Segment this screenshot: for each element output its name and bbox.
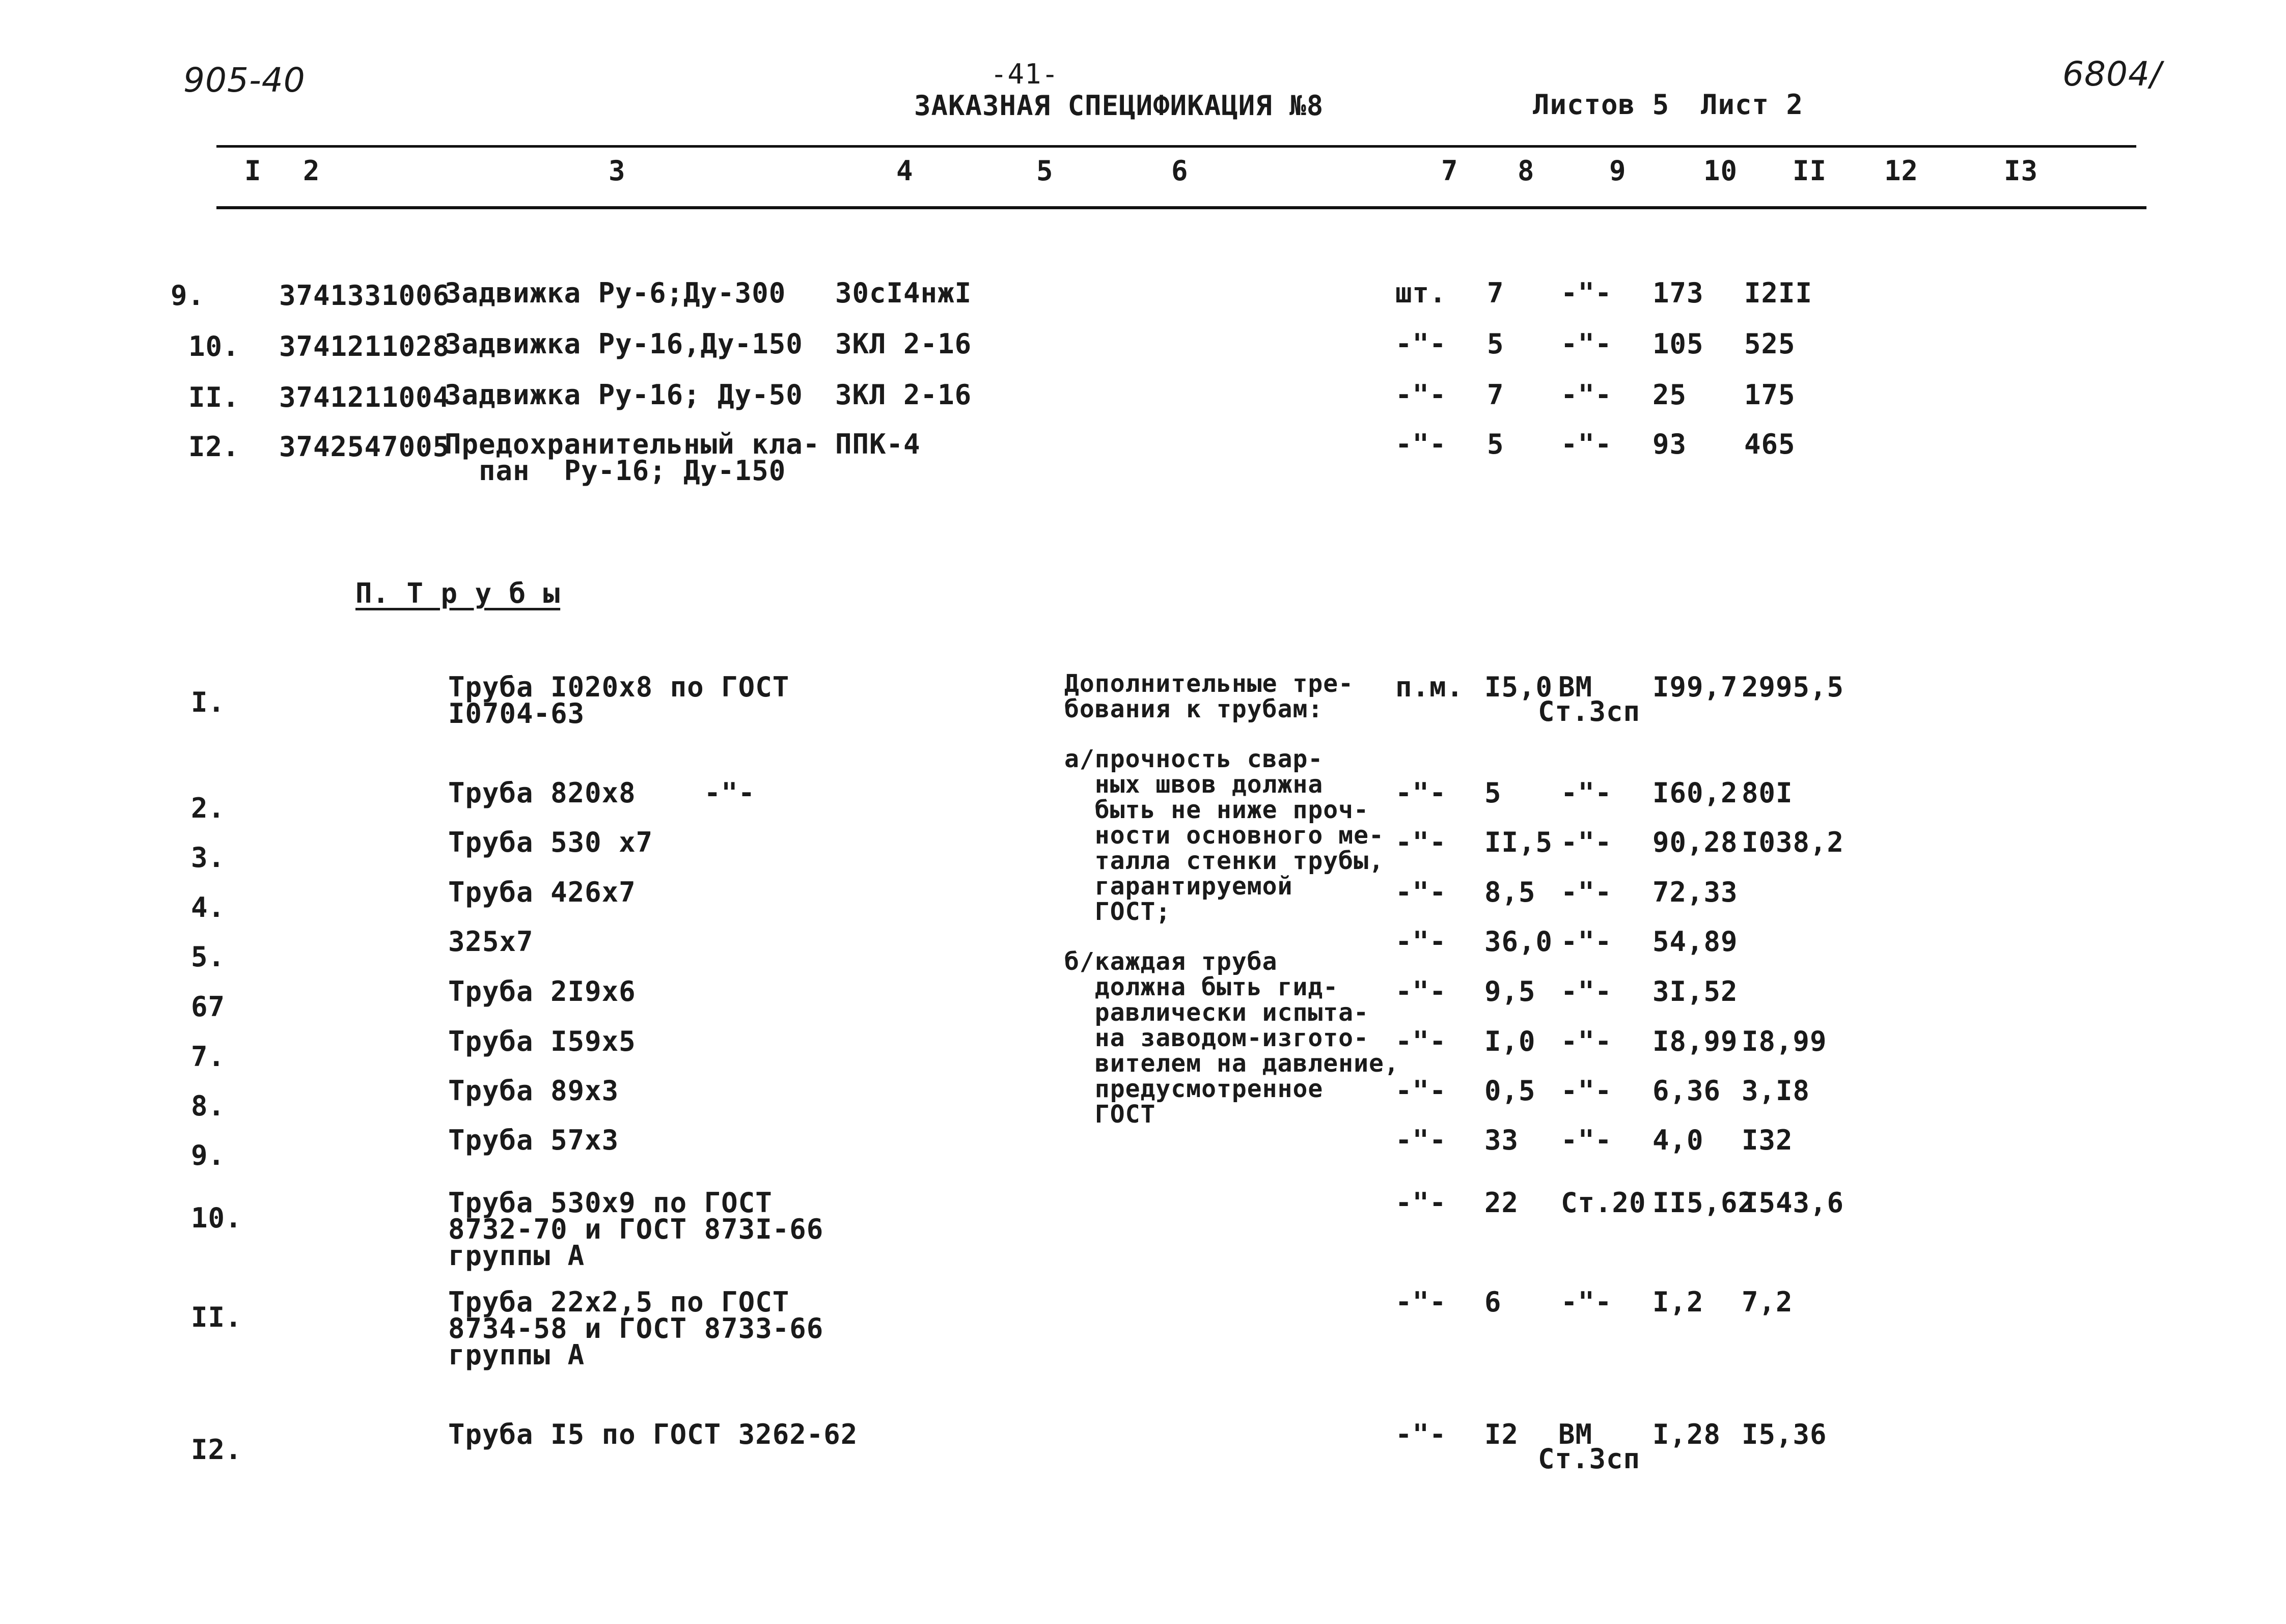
pipe-name: Труба 530 х7	[448, 826, 653, 858]
total-sum: I32	[1742, 1124, 1793, 1156]
row-number: 9.	[171, 279, 205, 312]
column-header: 12	[1884, 155, 1919, 187]
note-line: бования к трубам:	[1064, 695, 1324, 723]
quantity: II,5	[1484, 826, 1553, 858]
material: -"-	[1561, 1286, 1612, 1318]
row-number: 3.	[191, 842, 226, 874]
note-line: Дополнительные тре-	[1064, 669, 1354, 698]
note-line: а/прочность свар-	[1064, 745, 1324, 773]
quantity: I,0	[1484, 1025, 1536, 1057]
sheet-number: Лист 2	[1701, 89, 1804, 121]
row-number: II.	[191, 1301, 242, 1333]
sheets-count: Листов 5	[1533, 89, 1670, 121]
row-number: I.	[191, 686, 226, 718]
column-header: II	[1793, 155, 1827, 187]
unit-price: 173	[1652, 277, 1704, 309]
unit: -"-	[1395, 876, 1447, 908]
unit: -"-	[1395, 975, 1447, 1007]
archive-number: 6804/	[2062, 54, 2162, 94]
unit-price: 3I,52	[1652, 975, 1738, 1007]
page-number: -41-	[990, 58, 1059, 90]
quantity: 33	[1484, 1124, 1519, 1156]
quantity: 22	[1484, 1187, 1519, 1219]
quantity: I2	[1484, 1418, 1519, 1450]
quantity: 9,5	[1484, 975, 1536, 1007]
item-mark: ЗКЛ 2-16	[835, 379, 972, 411]
column-header: 9	[1609, 155, 1627, 187]
unit-price: 25	[1652, 379, 1687, 411]
column-header: 4	[896, 155, 914, 187]
note-line: ных швов должна	[1064, 770, 1324, 799]
quantity: 0,5	[1484, 1075, 1536, 1107]
pipe-name: Труба I59х5	[448, 1025, 636, 1057]
material: -"-	[1561, 1075, 1612, 1107]
quantity: 5	[1487, 428, 1504, 460]
unit: -"-	[1395, 1075, 1447, 1107]
material: -"-	[1561, 826, 1612, 858]
row-number: 67	[191, 991, 226, 1023]
row-number: 10.	[191, 1202, 242, 1234]
item-mark: ЗКЛ 2-16	[835, 328, 972, 360]
column-header: 10	[1703, 155, 1738, 187]
pipe-name: Труба I5 по ГОСТ 3262-62	[448, 1418, 858, 1450]
quantity: I5,0	[1484, 671, 1553, 703]
material: -"-	[1561, 1124, 1612, 1156]
total-sum: 525	[1744, 328, 1796, 360]
note-line: ГОСТ	[1064, 1100, 1156, 1129]
quantity: 8,5	[1484, 876, 1536, 908]
doc-code: 905-40	[183, 61, 306, 100]
doc-title: ЗАКАЗНАЯ СПЕЦИФИКАЦИЯ №8	[914, 90, 1324, 122]
pipe-name: группы А	[448, 1339, 585, 1371]
note-line: ности основного ме-	[1064, 821, 1384, 850]
unit-price: 54,89	[1652, 926, 1738, 958]
unit-price: I,2	[1652, 1286, 1704, 1318]
pipe-name: 325х7	[448, 926, 534, 958]
unit: -"-	[1395, 328, 1447, 360]
item-name: пан Ру-16; Ду-150	[445, 455, 786, 487]
quantity: 7	[1487, 277, 1504, 309]
material: -"-	[1561, 328, 1612, 360]
note-line: гарантируемой	[1064, 872, 1293, 901]
material: ВМ	[1558, 1418, 1593, 1450]
quantity: 6	[1484, 1286, 1502, 1318]
note-line: быть не ниже проч-	[1064, 796, 1369, 824]
section-title: П. Т р у б ы	[355, 577, 561, 609]
material: -"-	[1561, 1025, 1612, 1057]
item-code: 3742547005	[279, 431, 450, 463]
pipe-name: Труба 426х7	[448, 876, 636, 908]
total-sum: I5,36	[1742, 1418, 1827, 1450]
note-line: ГОСТ;	[1064, 898, 1171, 926]
column-header: 2	[303, 155, 320, 187]
header-rule-bottom	[216, 206, 2146, 209]
row-number: 4.	[191, 891, 226, 923]
note-line: должна быть гид-	[1064, 973, 1339, 1001]
quantity: 5	[1484, 777, 1502, 809]
material: Ст.20	[1561, 1187, 1646, 1219]
unit-price: 90,28	[1652, 826, 1738, 858]
total-sum: 80I	[1742, 777, 1793, 809]
pipe-name: группы А	[448, 1240, 585, 1272]
note-line: б/каждая труба	[1064, 947, 1278, 976]
unit-price: 6,36	[1652, 1075, 1721, 1107]
row-number: 7.	[191, 1041, 226, 1073]
unit-price: I8,99	[1652, 1025, 1738, 1057]
item-name: Задвижка Ру-16,Ду-150	[445, 328, 803, 360]
unit-price: I60,2	[1652, 777, 1738, 809]
unit: п.м.	[1395, 671, 1464, 703]
row-number: I2.	[188, 431, 240, 463]
total-sum: I038,2	[1742, 826, 1844, 858]
unit: -"-	[1395, 1187, 1447, 1219]
item-code: 3741331006	[279, 279, 450, 312]
quantity: 36,0	[1484, 926, 1553, 958]
material: -"-	[1561, 428, 1612, 460]
unit: -"-	[1395, 1124, 1447, 1156]
unit: шт.	[1395, 277, 1447, 309]
total-sum: 3,I8	[1742, 1075, 1810, 1107]
total-sum: 465	[1744, 428, 1796, 460]
row-number: 5.	[191, 941, 226, 973]
row-number: II.	[188, 381, 240, 413]
item-name: Задвижка Ру-16; Ду-50	[445, 379, 803, 411]
column-header: 3	[609, 155, 626, 187]
unit-price: 93	[1652, 428, 1687, 460]
note-line: на заводом-изгото-	[1064, 1024, 1369, 1052]
total-sum: I543,6	[1742, 1187, 1844, 1219]
unit-price: I99,7	[1652, 671, 1738, 703]
quantity: 7	[1487, 379, 1504, 411]
pipe-name: Труба 2I9х6	[448, 975, 636, 1007]
unit: -"-	[1395, 1418, 1447, 1450]
total-sum: I8,99	[1742, 1025, 1827, 1057]
column-header: 6	[1171, 155, 1189, 187]
column-header: 7	[1441, 155, 1458, 187]
column-header: 8	[1518, 155, 1535, 187]
total-sum: 2995,5	[1742, 671, 1844, 703]
total-sum: I2II	[1744, 277, 1813, 309]
material: ВМ	[1558, 671, 1593, 703]
unit-price: 4,0	[1652, 1124, 1704, 1156]
pipe-name: Труба 820х8 -"-	[448, 777, 756, 809]
material: -"-	[1561, 277, 1612, 309]
note-line: вителем на давление,	[1064, 1049, 1399, 1078]
material: -"-	[1561, 876, 1612, 908]
item-code: 3741211004	[279, 381, 450, 413]
note-line: предусмотренное	[1064, 1075, 1324, 1103]
pipe-name: Труба 57х3	[448, 1124, 619, 1156]
unit: -"-	[1395, 1286, 1447, 1318]
item-mark: ППК-4	[835, 428, 921, 460]
material: -"-	[1561, 777, 1612, 809]
pipe-name: 8732-70 и ГОСТ 873I-66	[448, 1213, 824, 1245]
unit: -"-	[1395, 428, 1447, 460]
total-sum: 175	[1744, 379, 1796, 411]
pipe-name: I0704-63	[448, 697, 585, 730]
pipe-name: Труба 89х3	[448, 1075, 619, 1107]
pipe-name: Труба 22х2,5 по ГОСТ	[448, 1286, 790, 1318]
pipe-name: 8734-58 и ГОСТ 8733-66	[448, 1312, 824, 1345]
pipe-name: Труба 530х9 по ГОСТ	[448, 1187, 773, 1219]
row-number: 9.	[191, 1139, 226, 1171]
item-name: Предохранительный кла-	[445, 428, 820, 460]
material: Ст.3сп	[1538, 695, 1641, 727]
unit-price: II5,62	[1652, 1187, 1755, 1219]
material: -"-	[1561, 926, 1612, 958]
column-header: I3	[2004, 155, 2039, 187]
unit: -"-	[1395, 1025, 1447, 1057]
row-number: 10.	[188, 330, 240, 362]
unit-price: 72,33	[1652, 876, 1738, 908]
item-name: Задвижка Ру-6;Ду-300	[445, 277, 786, 309]
note-line: талла стенки трубы,	[1064, 847, 1384, 875]
unit: -"-	[1395, 826, 1447, 858]
unit: -"-	[1395, 379, 1447, 411]
unit-price: 105	[1652, 328, 1704, 360]
material: -"-	[1561, 379, 1612, 411]
column-header: 5	[1036, 155, 1054, 187]
quantity: 5	[1487, 328, 1504, 360]
item-code: 3741211028	[279, 330, 450, 362]
note-line: равлически испыта-	[1064, 998, 1369, 1027]
column-header: I	[244, 155, 262, 187]
unit: -"-	[1395, 926, 1447, 958]
row-number: 2.	[191, 792, 226, 824]
total-sum: 7,2	[1742, 1286, 1793, 1318]
item-mark: 30сI4нжI	[835, 277, 972, 309]
pipe-name: Труба I020х8 по ГОСТ	[448, 671, 790, 703]
material: -"-	[1561, 975, 1612, 1007]
unit: -"-	[1395, 777, 1447, 809]
row-number: I2.	[191, 1434, 242, 1466]
row-number: 8.	[191, 1090, 226, 1122]
header-rule-top	[216, 145, 2136, 148]
unit-price: I,28	[1652, 1418, 1721, 1450]
material: Ст.3сп	[1538, 1443, 1641, 1475]
